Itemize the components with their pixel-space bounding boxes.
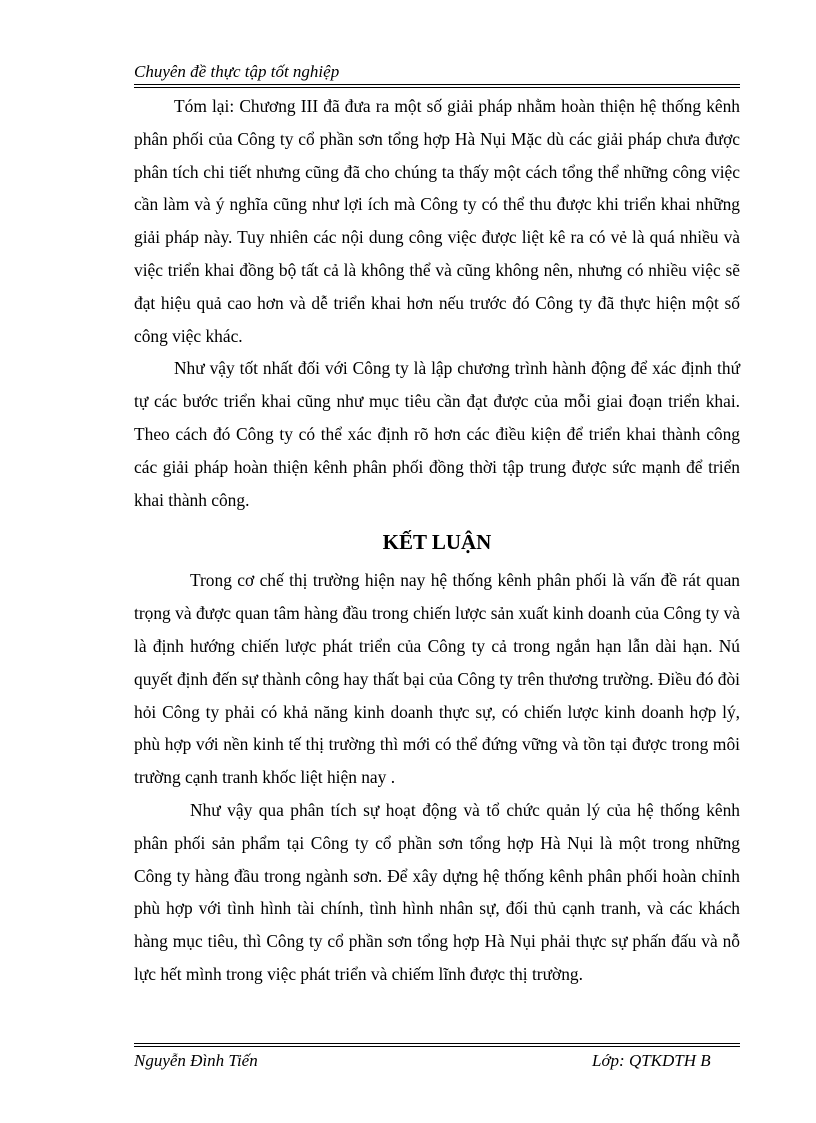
header-title: Chuyên đề thực tập tốt nghiệp [134,62,340,81]
footer-author: Nguyễn Đình Tiến [134,1051,258,1070]
header-rule-top [134,84,740,85]
page-content [134,90,740,991]
footer-class: Lớp: QTKDTH B [592,1051,711,1070]
footer-rule-top [134,1043,740,1044]
paragraph-conclusion-1: Trong cơ chế thị trường hiện nay hệ thống kênh phân phối là vấn đề rát quan trọng và được quan tâm hàng đầu trong chiến lược sản xuất kinh doanh của Công ty và là định hướng chiến lược phát triển của Công ty cả trong ngắn hạn lẫn dài hạn. Nú quyết định đến sự thành công hay thất bại của Công ty trên thương trường. Điều đó đòi hỏi Công ty phải có khả năng kinh doanh thực sự, có chiến lược kinh doanh hợp lý, phù hợp với nền kinh tế thị trường thì mới có thể đứng vững và tồn tại được trong môi trường cạnh tranh khốc liệt hiện nay . [134,570,740,788]
paragraph-conclusion-2: Như vậy qua phân tích sự hoạt động và tổ chức quản lý của hệ thống kênh phân phối sản phẩm tại Công ty cổ phần sơn tổng hợp Hà Nụi là một trong những Công ty hàng đầu trong ngành sơn. Để xây dựng hệ thống kênh phân phối hoàn chỉnh phù hợp với tình hình tài chính, tình hình nhân sự, đối thủ cạnh tranh, và các khách hàng mục tiêu, thì Công ty cổ phần sơn tổng hợp Hà Nụi phải thực sự phấn đấu và nỗ lực hết mình trong việc phát triển và chiếm lĩnh được thị trường. [134,799,740,984]
conclusion-heading: KẾT LUẬN [382,530,492,555]
paragraph-summary: Tóm lại: Chương III đã đưa ra một số giải pháp nhằm hoàn thiện hệ thống kênh phân phối của Công ty cổ phần sơn tổng hợp Hà Nụi Mặc dù các giải pháp chưa được phân tích chi tiết nhưng cũng đã cho chúng ta thấy một cách tổng thể những công việc cần làm và ý nghĩa cũng như lợi ích mà Công ty có thể thu được khi triển khai những giải pháp này. Tuy nhiên các nội dung công việc được liệt kê ra có vẻ là quá nhiều và việc triển khai đồng bộ tất cả là không thể và cũng không nên, nhưng có nhiều việc sẽ đạt hiệu quả cao hơn và dễ triển khai hơn nếu trước đó Công ty đã thực hiện một số công việc khác. [134,96,740,346]
footer-rule-bottom [134,1046,740,1047]
paragraph-action-plan: Như vậy tốt nhất đối với Công ty là lập chương trình hành động để xác định thứ tự các bước triển khai cũng như mục tiêu cần đạt được của mỗi giai đoạn triển khai. Theo cách đó Công ty có thể xác định rõ hơn các điều kiện để triển khai thành công các giải pháp hoàn thiện kênh phân phối đồng thời tập trung được sức mạnh để triển khai thành công. [134,358,740,510]
header-rule-bottom [134,87,740,88]
